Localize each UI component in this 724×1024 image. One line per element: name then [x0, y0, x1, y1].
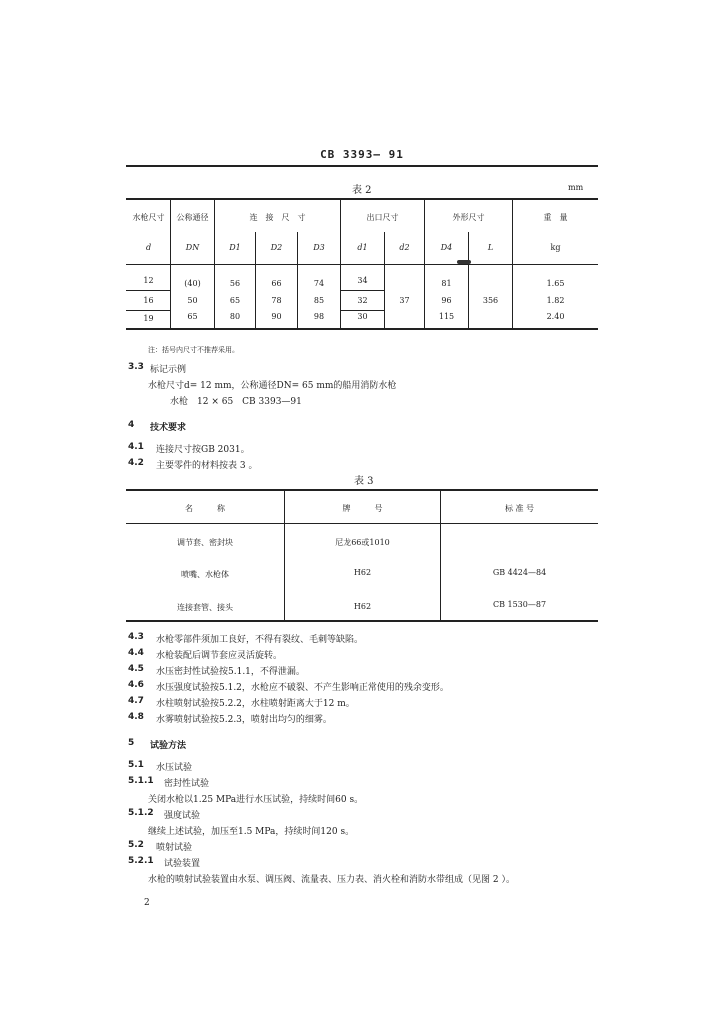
section-5-title: 试验方法 — [150, 741, 187, 751]
t2-r3-D3: 98 — [313, 312, 325, 321]
t3-header-name: 名 称 — [185, 504, 225, 513]
item-4-6-number: 4.6 — [128, 680, 144, 690]
section-5-1-1-title: 密封性试验 — [164, 779, 210, 789]
section-4-number: 4 — [128, 420, 135, 430]
section-5-number: 5 — [128, 738, 135, 748]
section-5-1-1-text: 关闭水枪以1.25 MPa进行水压试验，持续时间60 s。 — [148, 795, 364, 805]
item-4-5-text: 水压密封性试验按5.1.1，不得泄漏。 — [156, 667, 305, 677]
item-4-7-number: 4.7 — [128, 696, 144, 706]
t2-r1-D4: 81 — [441, 279, 452, 288]
t2-merged-L: 356 — [482, 296, 499, 305]
item-4-8-number: 4.8 — [128, 712, 144, 722]
section-3-3-title: 标记示例 — [150, 365, 187, 375]
t2-r3-dn: 65 — [187, 312, 198, 321]
t2-sub-d: d — [145, 243, 152, 252]
t2-r1-kg: 1.65 — [546, 279, 565, 288]
section-5-2-1-title: 试验装置 — [164, 859, 201, 869]
t2-sub-L: L — [487, 243, 494, 252]
t2-r1-d: 12 — [143, 276, 154, 285]
t2-sub-kg: kg — [550, 243, 561, 252]
t2-sub-D2: D2 — [270, 243, 283, 252]
item-4-1-number: 4.1 — [128, 442, 144, 452]
item-4-6-text: 水压强度试验按5.1.2，水枪应不破裂、不产生影响正常使用的残余变形。 — [156, 683, 449, 693]
t3-header-grade: 牌 号 — [342, 504, 383, 513]
t3-r3-grade: H62 — [353, 602, 372, 611]
t3-header-standard: 标 准 号 — [504, 504, 535, 513]
page-number: 2 — [144, 898, 150, 908]
t2-sub-dn: DN — [185, 243, 200, 252]
section-5-2-number: 5.2 — [128, 840, 144, 850]
t2-sub-D3: D3 — [313, 243, 325, 252]
item-4-4-text: 水枪装配后调节套应灵活旋转。 — [156, 651, 283, 661]
marking-example-line2: 水枪 12 × 65 CB 3393—91 — [170, 397, 302, 407]
t2-r1-D1: 56 — [229, 279, 241, 288]
item-4-3-number: 4.3 — [128, 632, 144, 642]
t2-header-connection: 连 接 尺 寸 — [249, 213, 306, 222]
section-5-1-number: 5.1 — [128, 760, 144, 770]
t3-r1-grade: 尼龙66或1010 — [335, 538, 390, 547]
t2-r2-D4: 96 — [441, 296, 452, 305]
t2-r2-D1: 65 — [229, 296, 241, 305]
table2-note: 注：括号内尺寸不推荐采用。 — [148, 346, 239, 354]
section-5-2-1-number: 5.2.1 — [128, 856, 154, 866]
section-3-3-number: 3.3 — [128, 362, 144, 372]
t2-header-nominal-bore: 公称通径 — [176, 213, 209, 222]
t2-r2-d1: 32 — [357, 296, 368, 305]
t2-header-weight: 重 量 — [543, 213, 568, 222]
t2-r1-D3: 74 — [313, 279, 325, 288]
item-4-5-number: 4.5 — [128, 664, 144, 674]
ink-smudge — [457, 260, 471, 264]
t2-r3-D1: 80 — [229, 312, 241, 321]
t2-r3-kg: 2.40 — [546, 312, 565, 321]
item-4-1-text: 连接尺寸按GB 2031。 — [156, 445, 250, 455]
t2-r2-d: 16 — [143, 296, 154, 305]
item-4-2-number: 4.2 — [128, 458, 144, 468]
t3-r2-standard: GB 4424—84 — [492, 568, 547, 577]
t2-r1-dn: (40) — [184, 279, 201, 288]
t2-sub-d1: d1 — [357, 243, 368, 252]
t3-r2-grade: H62 — [353, 568, 372, 577]
t2-header-gun-size: 水枪尺寸 — [132, 213, 165, 222]
item-4-3-text: 水枪零部件须加工良好，不得有裂纹、毛刺等缺陷。 — [156, 635, 364, 645]
section-4-title: 技术要求 — [150, 423, 187, 433]
t2-r3-d1: 30 — [357, 312, 368, 321]
t3-r2-name: 喷嘴、水枪体 — [181, 570, 229, 579]
section-5-1-2-number: 5.1.2 — [128, 808, 154, 818]
t2-sub-D4: D4 — [440, 243, 453, 252]
section-5-1-1-number: 5.1.1 — [128, 776, 154, 786]
table3-title: 表 3 — [354, 476, 374, 487]
item-4-2-text: 主要零件的材料按表 3 。 — [156, 461, 258, 471]
section-5-1-title: 水压试验 — [156, 763, 193, 773]
section-5-2-1-text: 水枪的喷射试验装置由水泵、调压阀、流量表、压力表、消火栓和消防水带组成（见图 2 ）。 — [148, 875, 515, 885]
t2-r1-D2: 66 — [271, 279, 282, 288]
standard-code-header: CB 3393— 91 — [320, 148, 404, 161]
t3-r3-standard: CB 1530—87 — [492, 600, 547, 609]
t2-sub-d2: d2 — [399, 243, 410, 252]
t2-header-overall: 外形尺寸 — [452, 213, 485, 222]
t2-r1-d1: 34 — [357, 276, 368, 285]
table2-unit: mm — [568, 183, 584, 192]
t2-merged-d2: 37 — [399, 296, 410, 305]
t2-r2-D3: 85 — [313, 296, 325, 305]
t3-r1-name: 调节套、密封块 — [177, 538, 233, 547]
t2-header-outlet: 出口尺寸 — [366, 213, 399, 222]
item-4-7-text: 水柱喷射试验按5.2.2，水柱喷射距离大于12 m。 — [156, 699, 355, 709]
t3-r3-name: 连接套管、接头 — [177, 603, 233, 612]
section-5-1-2-title: 强度试验 — [164, 811, 201, 821]
t2-r3-D4: 115 — [438, 312, 455, 321]
t2-r2-dn: 50 — [187, 296, 198, 305]
section-5-1-2-text: 继续上述试验，加压至1.5 MPa，持续时间120 s。 — [148, 827, 355, 837]
t2-sub-D1: D1 — [229, 243, 241, 252]
item-4-4-number: 4.4 — [128, 648, 144, 658]
marking-example-line1: 水枪尺寸d= 12 mm，公称通径DN= 65 mm的船用消防水枪 — [148, 381, 397, 391]
section-5-2-title: 喷射试验 — [156, 843, 193, 853]
item-4-8-text: 水雾喷射试验按5.2.3，喷射出均匀的细雾。 — [156, 715, 332, 725]
t2-r2-D2: 78 — [271, 296, 282, 305]
t2-r3-d: 19 — [143, 314, 154, 323]
t2-r2-kg: 1.82 — [546, 296, 565, 305]
t2-r3-D2: 90 — [271, 312, 282, 321]
table2-title: 表 2 — [352, 185, 372, 196]
header-rule — [126, 165, 598, 167]
